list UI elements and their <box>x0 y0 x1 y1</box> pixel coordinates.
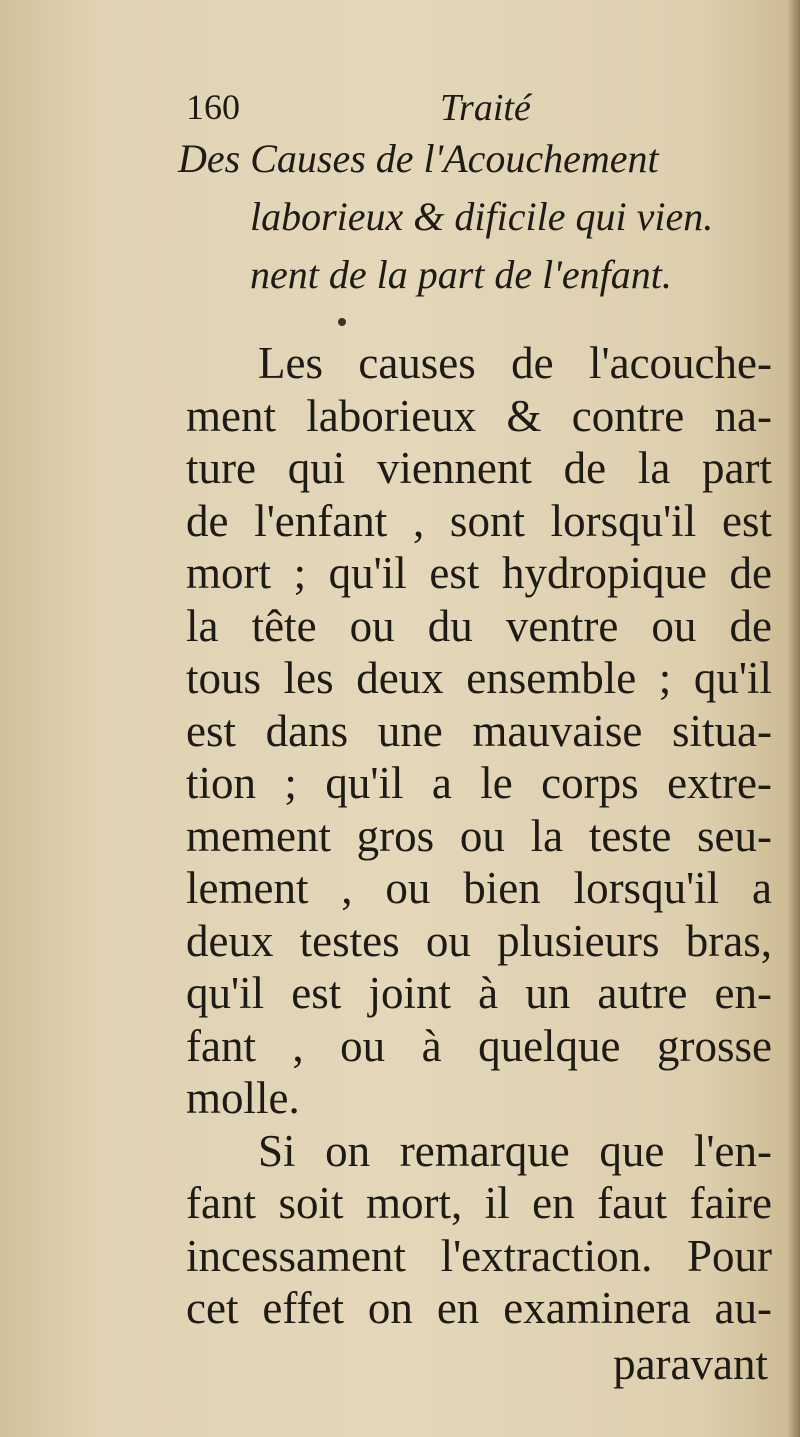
paragraph-1 <box>186 337 772 1125</box>
text-line: fant , ou à quelque grosse <box>186 1020 772 1071</box>
text-line: molle. <box>186 1073 300 1123</box>
text-line: de l'enfant , sont lorsqu'il est <box>186 495 772 546</box>
chapter-title <box>178 130 788 304</box>
page-edge <box>788 0 800 1437</box>
page-number: 160 <box>186 87 240 127</box>
text-line: fant soit mort, il en faut faire <box>186 1178 772 1228</box>
running-head <box>186 86 746 130</box>
text-line: ment laborieux & contre na- <box>186 390 772 441</box>
text-line: qu'il est joint à un autre en- <box>186 968 772 1018</box>
chapter-title-line: nent de la part de l'enfant. <box>250 252 672 297</box>
catchword: paravant <box>613 1339 768 1389</box>
text-line: la tête ou du ventre ou de <box>186 600 772 651</box>
text-line: mement gros ou la teste seu- <box>186 810 772 861</box>
text-line: Si on remarque que l'en- <box>258 1125 772 1176</box>
text-line: deux testes ou plusieurs bras, <box>186 915 772 966</box>
text-line: incessament l'extraction. Pour <box>186 1230 772 1281</box>
running-title: Traité <box>440 87 531 129</box>
chapter-title-line: Des Causes de l'Acouchement <box>178 136 659 181</box>
text-line: tion ; qu'il a le corps extre- <box>186 758 772 808</box>
paragraph-2 <box>186 1125 772 1335</box>
text-line: tous les deux ensemble ; qu'il <box>186 653 772 703</box>
text-line: ture qui viennent de la part <box>186 443 772 493</box>
ornament-dot <box>338 318 346 326</box>
text-line: Les causes de l'acouche- <box>258 338 772 388</box>
chapter-title-line: laborieux & dificile qui vien. <box>250 194 714 239</box>
text-line: cet effet on en examinera au- <box>186 1283 772 1333</box>
text-line: mort ; qu'il est hydropique de <box>186 548 772 598</box>
body-text <box>186 337 772 1335</box>
text-line: lement , ou bien lorsqu'il a <box>186 863 772 913</box>
text-line: est dans une mauvaise situa- <box>186 705 772 756</box>
